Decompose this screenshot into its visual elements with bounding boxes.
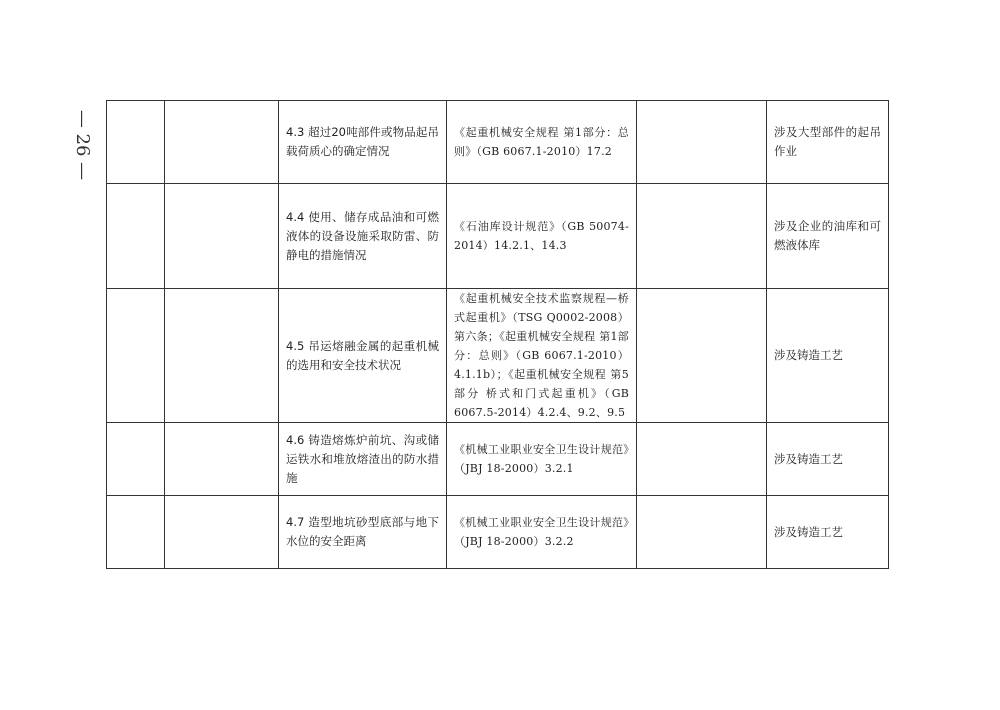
- check-item: 4.4 使用、储存成品油和可燃液体的设备设施采取防雷、防静电的措施情况: [279, 184, 447, 289]
- table-cell-empty: [637, 184, 767, 289]
- regulation-basis: 《机械工业职业安全卫生设计规范》（JBJ 18-2000）3.2.1: [447, 423, 637, 496]
- table-cell-empty: [165, 184, 279, 289]
- table-row: [107, 423, 889, 496]
- table-row: [107, 101, 889, 184]
- regulation-basis: 《起重机械安全技术监察规程—桥式起重机》（TSG Q0002-2008）第六条；《起重机械安全规程 第1部分：总则》（GB 6067.1-2010）4.1.1b）；《起重机械安全规程 第5部分 桥式和门式起重机》（GB 6067.5-2014）4.2.4、9.2、9.5: [447, 289, 637, 423]
- table-cell-empty: [165, 423, 279, 496]
- applicability-note: 涉及铸造工艺: [767, 423, 889, 496]
- table-cell-empty: [637, 423, 767, 496]
- table-cell-empty: [107, 101, 165, 184]
- table-row: [107, 184, 889, 289]
- applicability-note: 涉及铸造工艺: [767, 289, 889, 423]
- table-cell-empty: [107, 496, 165, 569]
- check-item: 4.7 造型地坑砂型底部与地下水位的安全距离: [279, 496, 447, 569]
- table-cell-empty: [107, 289, 165, 423]
- table-cell-empty: [637, 496, 767, 569]
- page-number: — 26 —: [72, 109, 94, 181]
- table-cell-empty: [165, 101, 279, 184]
- table-cell-empty: [165, 289, 279, 423]
- regulation-basis: 《石油库设计规范》（GB 50074-2014）14.2.1、14.3: [447, 184, 637, 289]
- table-cell-empty: [165, 496, 279, 569]
- applicability-note: 涉及铸造工艺: [767, 496, 889, 569]
- applicability-note: 涉及大型部件的起吊作业: [767, 101, 889, 184]
- table-row: [107, 289, 889, 423]
- table-cell-empty: [107, 184, 165, 289]
- check-item: 4.3 超过20吨部件或物品起吊载荷质心的确定情况: [279, 101, 447, 184]
- regulation-basis: 《机械工业职业安全卫生设计规范》（JBJ 18-2000）3.2.2: [447, 496, 637, 569]
- regulation-basis: 《起重机械安全规程 第1部分：总则》（GB 6067.1-2010）17.2: [447, 101, 637, 184]
- applicability-note: 涉及企业的油库和可燃液体库: [767, 184, 889, 289]
- inspection-table: [106, 100, 889, 569]
- table-cell-empty: [107, 423, 165, 496]
- table-row: [107, 496, 889, 569]
- check-item: 4.6 铸造熔炼炉前坑、沟或储运铁水和堆放熔渣出的防水措施: [279, 423, 447, 496]
- table-cell-empty: [637, 101, 767, 184]
- check-item: 4.5 吊运熔融金属的起重机械的选用和安全技术状况: [279, 289, 447, 423]
- table-cell-empty: [637, 289, 767, 423]
